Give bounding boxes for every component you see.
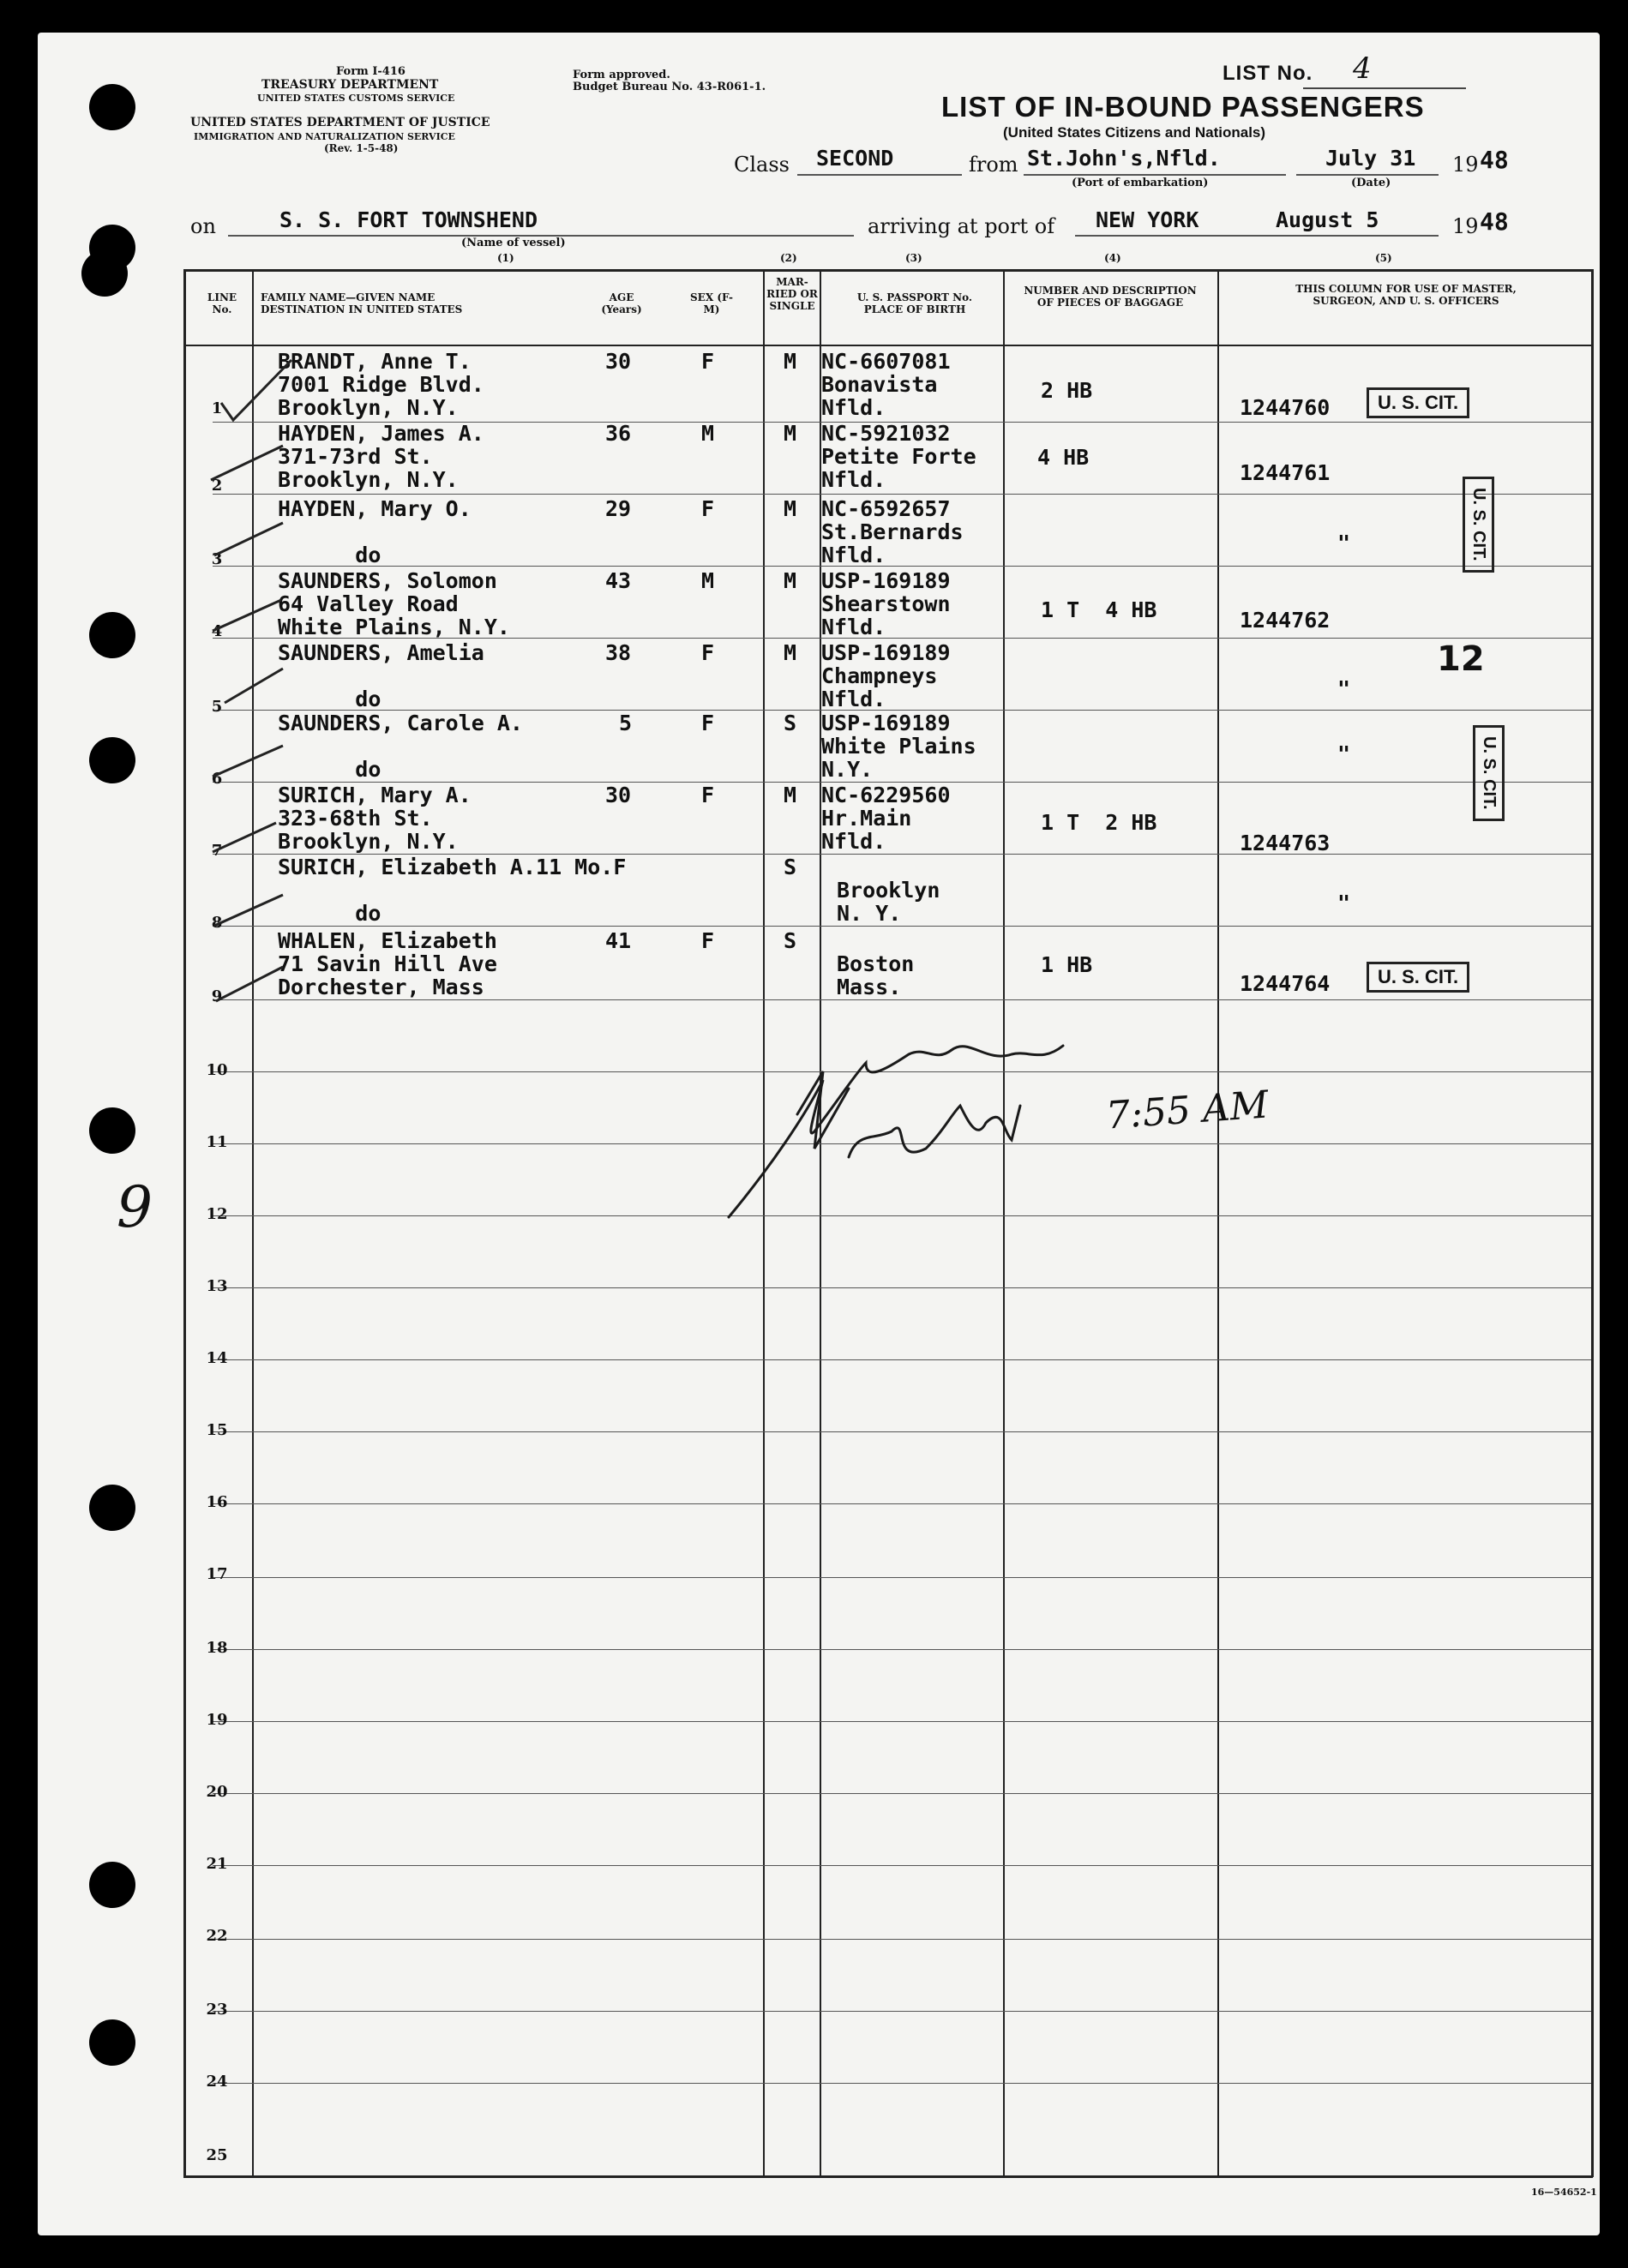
page-subtitle: (United States Citizens and Nationals) <box>1003 124 1266 141</box>
passenger-age: 30 <box>605 349 632 374</box>
header-sex: SEX (F-M) <box>690 291 733 315</box>
line-number: 3 <box>211 550 223 568</box>
passenger-age: 38 <box>605 640 632 665</box>
passenger-sex: F <box>701 711 715 735</box>
passenger-name: SURICH, Mary A. 323-68th St. Brooklyn, N.Y. <box>278 783 472 854</box>
embark-date: July 31 <box>1325 146 1416 171</box>
inspection-time: 7:55 AM <box>1104 1083 1271 1138</box>
col5-caption: (5) <box>1375 252 1392 264</box>
header-name: FAMILY NAME—GIVEN NAME DESTINATION IN UNITED STATES <box>261 291 463 315</box>
passenger-passport: Brooklyn N. Y. <box>837 878 940 926</box>
passenger-name: SAUNDERS, Amelia do <box>278 640 484 711</box>
passenger-sex: F <box>701 928 715 953</box>
line-number: 11 <box>206 1133 228 1151</box>
passenger-passport: Boston Mass. <box>837 951 915 999</box>
form-approved: Form approved. <box>573 69 670 81</box>
list-no-value: 4 <box>1353 51 1372 86</box>
passenger-passport: NC-6607081 Bonavista Nfld. <box>821 349 951 420</box>
arrival-year: 48 <box>1480 207 1509 236</box>
officer-ditto: " <box>1337 741 1351 766</box>
col1-caption: (1) <box>497 252 514 264</box>
col4-caption: (4) <box>1104 252 1121 264</box>
line-number: 14 <box>206 1349 228 1367</box>
passenger-baggage: 1 T 4 HB <box>1041 597 1157 622</box>
line-number: 1 <box>211 399 223 417</box>
line-number: 23 <box>206 2001 228 2019</box>
passenger-marital: M <box>784 349 797 374</box>
line-number: 15 <box>206 1421 228 1439</box>
passenger-sex: F <box>701 783 715 807</box>
passenger-marital: M <box>784 568 797 593</box>
line-number: 9 <box>211 987 223 1005</box>
arriving-label: arriving at port of <box>868 214 1055 238</box>
arrival-port: NEW YORK <box>1096 207 1199 232</box>
line-number: 2 <box>211 477 223 495</box>
vertical-citizen-stamp: U. S. CIT. <box>1473 725 1505 821</box>
binder-hole <box>81 250 128 297</box>
line-number: 6 <box>211 770 223 788</box>
passenger-name: HAYDEN, James A. 371-73rd St. Brooklyn, N.Y. <box>278 421 484 492</box>
embark-year: 48 <box>1480 146 1509 174</box>
line-number: 20 <box>206 1783 228 1801</box>
line-number: 16 <box>206 1493 228 1511</box>
date-caption: (Date) <box>1351 177 1391 189</box>
passenger-passport: NC-6229560 Hr.Main Nfld. <box>821 783 951 854</box>
header-line-no: LINE No. <box>207 291 237 315</box>
line-number: 13 <box>206 1277 228 1295</box>
line-number: 22 <box>206 1927 228 1945</box>
line-number: 10 <box>206 1061 228 1079</box>
passenger-passport: USP-169189 Champneys Nfld. <box>821 640 951 711</box>
line-number: 24 <box>206 2073 228 2091</box>
port-embark-caption: (Port of embarkation) <box>1072 177 1209 189</box>
vessel-caption: (Name of vessel) <box>461 237 566 249</box>
header-passport: U. S. PASSPORT No. PLACE OF BIRTH <box>856 291 973 315</box>
line-number: 5 <box>211 698 223 716</box>
treasury-dept: TREASURY DEPARTMENT <box>261 78 439 92</box>
passenger-name: SAUNDERS, Solomon 64 Valley Road White Plains, N.Y. <box>278 568 510 639</box>
line-number: 25 <box>206 2146 228 2164</box>
revision: (Rev. 1-5-48) <box>324 142 399 154</box>
col3-caption: (3) <box>905 252 922 264</box>
passenger-marital: M <box>784 496 797 521</box>
passenger-baggage: 2 HB <box>1041 378 1093 403</box>
passenger-age: 36 <box>605 421 632 446</box>
customs-service: UNITED STATES CUSTOMS SERVICE <box>257 93 455 104</box>
arrival-year-prefix: 19 <box>1452 214 1479 238</box>
officer-ditto: " <box>1337 676 1351 701</box>
passenger-marital: M <box>784 783 797 807</box>
margin-count: 12 <box>1437 639 1485 679</box>
passenger-sex: M <box>701 421 715 446</box>
binder-hole <box>89 1485 135 1531</box>
passenger-baggage: 4 HB <box>1037 445 1090 470</box>
from-value: St.John's,Nfld. <box>1027 146 1221 171</box>
binder-hole <box>89 612 135 658</box>
passenger-name: BRANDT, Anne T. 7001 Ridge Blvd. Brooklyn, N.Y. <box>278 349 484 420</box>
header-baggage: NUMBER AND DESCRIPTION OF PIECES OF BAGGAGE <box>1024 285 1197 309</box>
passenger-marital: M <box>784 640 797 665</box>
page-title: LIST OF IN-BOUND PASSENGERS <box>941 91 1425 123</box>
officer-number: 1244761 <box>1240 460 1331 485</box>
line-number: 7 <box>211 842 223 860</box>
passenger-age: 29 <box>605 496 632 521</box>
binder-hole <box>89 2019 135 2066</box>
passenger-sex: F <box>701 349 715 374</box>
passenger-name: SURICH, Elizabeth A.11 Mo.F do <box>278 855 627 926</box>
passenger-age: 43 <box>605 568 632 593</box>
binder-hole <box>89 1107 135 1154</box>
class-label: Class <box>734 153 790 177</box>
header-married: MAR-RIED OR SINGLE <box>766 276 818 312</box>
passenger-passport: USP-169189 Shearstown Nfld. <box>821 568 951 639</box>
passenger-marital: S <box>784 855 797 879</box>
passenger-passport: USP-169189 White Plains N.Y. <box>821 711 976 782</box>
passenger-baggage: 1 HB <box>1041 952 1093 977</box>
passenger-sex: M <box>701 568 715 593</box>
on-label: on <box>190 214 216 238</box>
officer-number: 1244762 <box>1240 608 1331 633</box>
class-value: SECOND <box>816 146 894 171</box>
officer-ditto: " <box>1337 531 1351 555</box>
citizen-stamp: U. S. CIT. <box>1367 962 1469 993</box>
passenger-age: 30 <box>605 783 632 807</box>
passenger-name: SAUNDERS, Carole A. do <box>278 711 523 782</box>
line-number: 4 <box>211 622 223 640</box>
citizen-stamp: U. S. CIT. <box>1367 387 1469 418</box>
passenger-passport: NC-5921032 Petite Forte Nfld. <box>821 421 976 492</box>
officer-ditto: " <box>1337 891 1351 915</box>
passenger-age: 5 <box>619 711 633 735</box>
passenger-passport: NC-6592657 St.Bernards Nfld. <box>821 496 964 567</box>
ins-service: IMMIGRATION AND NATURALIZATION SERVICE <box>194 131 455 142</box>
passenger-marital: S <box>784 711 797 735</box>
line-number: 12 <box>206 1205 228 1223</box>
header-officers: THIS COLUMN FOR USE OF MASTER, SURGEON, AND U. S. OFFICERS <box>1295 283 1517 307</box>
line-number: 21 <box>206 1855 228 1873</box>
line-number: 17 <box>206 1565 228 1583</box>
col2-caption: (2) <box>780 252 797 264</box>
budget-bureau: Budget Bureau No. 43-R061-1. <box>573 81 766 93</box>
officer-number: 1244760 <box>1240 395 1331 420</box>
margin-page-number: 9 <box>117 1174 153 1240</box>
vertical-citizen-stamp: U. S. CIT. <box>1463 477 1494 573</box>
arrival-date: August 5 <box>1276 207 1379 232</box>
binder-hole <box>89 737 135 783</box>
footer-code: 16—54652-1 <box>1531 2187 1597 2198</box>
officer-number: 1244763 <box>1240 831 1331 855</box>
passenger-sex: F <box>701 640 715 665</box>
binder-hole <box>89 1862 135 1908</box>
officer-number: 1244764 <box>1240 971 1331 996</box>
vessel-name: S. S. FORT TOWNSHEND <box>279 207 538 232</box>
passenger-marital: M <box>784 421 797 446</box>
passenger-name: WHALEN, Elizabeth 71 Savin Hill Ave Dorchester, Mass <box>278 928 497 999</box>
year-prefix: 19 <box>1452 153 1479 177</box>
binder-hole <box>89 84 135 130</box>
manifest-page <box>38 33 1600 2235</box>
line-number: 8 <box>211 914 223 932</box>
header-age: AGE (Years) <box>601 291 642 315</box>
passenger-sex: F <box>701 496 715 521</box>
passenger-baggage: 1 T 2 HB <box>1041 810 1157 835</box>
from-label: from <box>969 153 1018 177</box>
passenger-age: 41 <box>605 928 632 953</box>
line-number: 18 <box>206 1639 228 1657</box>
line-number: 19 <box>206 1711 228 1729</box>
passenger-marital: S <box>784 928 797 953</box>
form-number: Form I-416 <box>336 65 405 78</box>
justice-dept: UNITED STATES DEPARTMENT OF JUSTICE <box>190 116 490 129</box>
passenger-name: HAYDEN, Mary O. do <box>278 496 472 567</box>
list-no-label: LIST No. <box>1223 62 1313 85</box>
